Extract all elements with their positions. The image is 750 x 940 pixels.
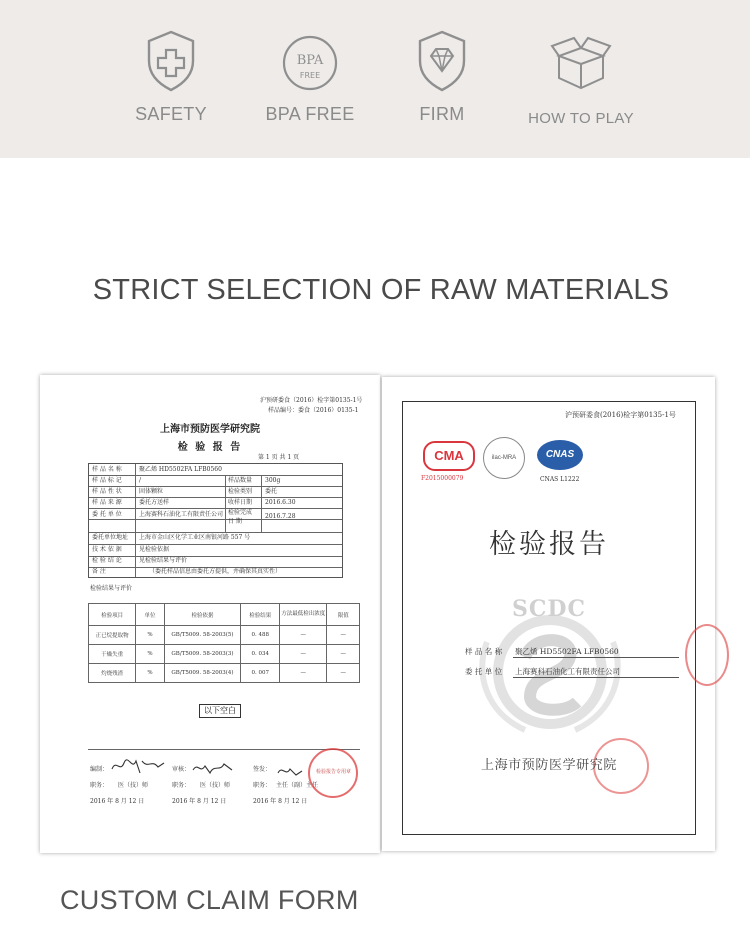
column-header: 检验项目 (89, 604, 136, 626)
stamp-text: 检验报告专用章 (316, 769, 352, 775)
table-cell: GB/T5009. 58-2003(5) (164, 626, 241, 645)
results-table (88, 603, 360, 683)
client-address-value: 上海市金山区化学工业区南银河路 557 号 (139, 534, 251, 541)
table-cell: 灼烧残渣 (89, 664, 136, 683)
field-label: 样 品 标 记 (92, 477, 122, 484)
title-label: 医（技）师 (118, 782, 149, 789)
table-cell: — (327, 664, 360, 683)
feature-label: FIRM (419, 104, 465, 124)
column-header: 方法最低检出浓度 (280, 604, 327, 626)
cover-institute-name: 上海市预防医学研究院 (480, 758, 617, 773)
field-label: 委 托 单 位 (465, 667, 503, 676)
tech-basis-value: 见检验依据 (139, 546, 170, 553)
diamond-shield-icon (412, 28, 472, 94)
feature-bpa-free (250, 28, 370, 125)
column-header: 检验结果 (241, 604, 280, 626)
cover-ref-number: 沪预研委食(2016)检字第0135-1号 (565, 411, 676, 419)
cma-code: F2015000079 (421, 475, 464, 482)
inspection-report-page (40, 375, 380, 853)
table-cell: — (280, 645, 327, 664)
ilac-mra-logo (483, 437, 525, 479)
title-label: 医（技）师 (200, 782, 231, 789)
table-cell: % (136, 626, 164, 645)
table-cell: 干燥失重 (89, 645, 136, 664)
title-label: 职务： (253, 782, 272, 789)
ilac-logo-text: ilac-MRA (491, 455, 517, 461)
bpa-badge-text: BPA (296, 53, 324, 68)
free-badge-text: FREE (299, 71, 321, 80)
blank-below-marker: 以下空白 (199, 704, 241, 718)
client-value: 上海赛科石油化工有限责任公司 (515, 667, 620, 676)
title-label: 职务： (172, 782, 191, 789)
report-ref-number: 沪预研委食（2016）检字第0135-1号 (260, 397, 363, 404)
title-label: 职务： (90, 782, 109, 789)
field-label: 检验类别 (228, 488, 253, 495)
feature-safety (111, 28, 231, 125)
table-cell: 0. 488 (241, 626, 280, 645)
field-label: 技 术 依 据 (92, 546, 122, 553)
note-value: （委托样品信息由委托方提供，并确保其真实性） (149, 568, 282, 575)
table-row (89, 645, 360, 664)
institute-name: 上海市预防医学研究院 (160, 424, 260, 435)
field-label: 样 品 名 称 (465, 647, 503, 656)
recv-date-value: 2016.6.30 (265, 499, 296, 506)
signature-editor (108, 755, 168, 777)
section-headline: STRICT SELECTION OF RAW MATERIALS (92, 274, 670, 306)
table-cell: GB/T5009. 58-2003(3) (164, 645, 241, 664)
table-cell: 正已烷提取物 (89, 626, 136, 645)
feature-label: BPA FREE (265, 104, 355, 124)
field-label: 检验完成 (228, 509, 253, 516)
sign-date: 2016 年 8 月 12 日 (253, 798, 308, 805)
cma-logo (423, 441, 475, 471)
table-cell: — (280, 626, 327, 645)
sign-label: 签发： (253, 766, 272, 773)
sign-date: 2016 年 8 月 12 日 (172, 798, 227, 805)
table-cell: GB/T5009. 58-2003(4) (164, 664, 241, 683)
signature-reviewer (190, 758, 240, 778)
table-cell: — (327, 645, 360, 664)
box-icon (548, 28, 614, 94)
sign-date: 2016 年 8 月 12 日 (90, 798, 145, 805)
table-cell: 0. 034 (241, 645, 280, 664)
cover-border (402, 401, 696, 835)
table-cell: % (136, 664, 164, 683)
table-header-row (89, 604, 360, 626)
field-label: 委 托 单 位 (92, 511, 122, 518)
table-cell: 0. 007 (241, 664, 280, 683)
column-header: 单位 (136, 604, 164, 626)
table-cell: — (280, 664, 327, 683)
sample-info-grid (88, 463, 343, 578)
cma-logo-text: CMA (434, 448, 464, 463)
cnas-code: CNAS L1222 (540, 476, 580, 483)
feature-firm (382, 28, 502, 125)
field-label: 样品数量 (228, 477, 253, 484)
sample-number: 样品编号：委食（2016）0135-1 (268, 407, 359, 414)
table-cell: — (327, 626, 360, 645)
cover-title: 检验报告 (489, 529, 609, 560)
sign-label: 编制： (90, 766, 109, 773)
client-value: 上海赛科石油化工有限责任公司 (139, 511, 224, 518)
scdc-watermark-text: SCDC (512, 596, 586, 622)
cnas-logo (537, 440, 583, 470)
title-label: 主任（副）主任 (276, 782, 319, 789)
sample-mark-value: / (139, 477, 142, 484)
bpa-free-icon (279, 28, 341, 94)
page-count: 第 1 页 共 1 页 (258, 454, 300, 461)
sample-state-value: 固体颗粒 (139, 488, 164, 495)
field-label: 样 品 名 称 (92, 466, 122, 473)
feature-how-to-play (521, 28, 641, 127)
feature-label: SAFETY (135, 104, 207, 124)
category-value: 委托 (265, 488, 278, 495)
field-label: 委托单位地址 (92, 534, 129, 541)
field-label: 备 注 (92, 568, 106, 575)
field-label: 样 品 性 状 (92, 488, 122, 495)
report-title: 检 验 报 告 (177, 442, 243, 453)
side-stamp (685, 624, 729, 686)
field-label: 检 验 结 论 (92, 557, 122, 564)
sample-name-value: 聚乙烯 HD5502FA LFB0560 (515, 647, 619, 656)
signature-issuer (276, 763, 306, 779)
conclusion-value: 见检验结果与评价 (139, 557, 188, 564)
table-row (89, 664, 360, 683)
cnas-logo-text: CNAS (545, 449, 575, 460)
sample-name-value: 聚乙烯 HD5502FA LFB0560 (139, 466, 222, 473)
done-date-value: 2016.7.28 (265, 513, 296, 520)
column-header: 检验依据 (164, 604, 241, 626)
field-label: 日 期 (228, 518, 242, 525)
shield-cross-icon (141, 28, 201, 94)
column-header: 限值 (327, 604, 360, 626)
table-cell: % (136, 645, 164, 664)
feature-label: HOW TO PLAY (528, 110, 634, 127)
sign-label: 审核： (172, 766, 191, 773)
report-cover-page (382, 377, 715, 851)
feature-banner (0, 0, 750, 158)
field-label: 收样日期 (228, 499, 253, 506)
table-row (89, 626, 360, 645)
results-heading: 检验结果与评价 (90, 585, 133, 592)
field-label: 样 品 来 源 (92, 499, 122, 506)
qty-value: 300g (265, 477, 281, 484)
section-title: CUSTOM CLAIM FORM (60, 885, 359, 915)
sample-source-value: 委托方送样 (139, 499, 170, 506)
